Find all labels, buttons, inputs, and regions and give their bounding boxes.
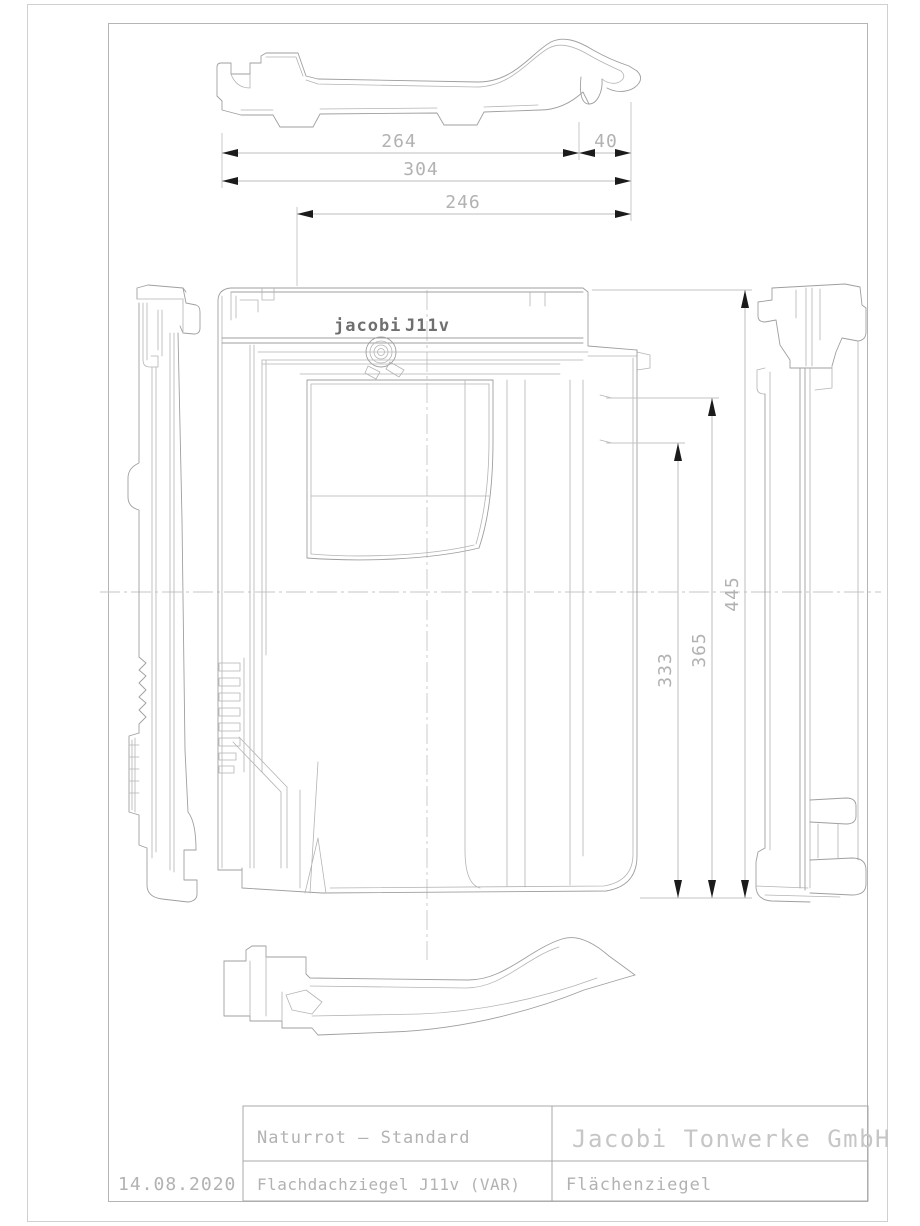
stamp-model-text: J11v (405, 316, 450, 336)
outer-frame (28, 5, 888, 1222)
dim-label-365: 365 (689, 632, 710, 668)
front-view (218, 288, 650, 893)
centerlines (100, 290, 881, 960)
dim-label-333: 333 (655, 652, 676, 688)
dimensions (222, 102, 752, 898)
dim-label-445: 445 (722, 576, 743, 612)
stamp-brand-text: jacobi (334, 316, 402, 336)
top-section-view (217, 39, 641, 127)
dim-label-264: 264 (381, 131, 417, 152)
bottom-section-view (224, 938, 635, 1035)
dim-label-304: 304 (403, 159, 439, 180)
title-block-product: Flachdachziegel J11v (VAR) (257, 1175, 521, 1194)
title-block-category: Flächenziegel (566, 1175, 713, 1195)
right-side-view (756, 284, 866, 902)
title-block-date: 14.08.2020 (118, 1174, 237, 1195)
title-block (118, 1106, 891, 1201)
left-side-view (128, 285, 200, 902)
dim-label-246: 246 (445, 192, 481, 213)
title-block-variant: Naturrot – Standard (257, 1128, 471, 1148)
title-block-company: Jacobi Tonwerke GmbH (572, 1125, 891, 1153)
dim-label-40: 40 (594, 131, 618, 152)
